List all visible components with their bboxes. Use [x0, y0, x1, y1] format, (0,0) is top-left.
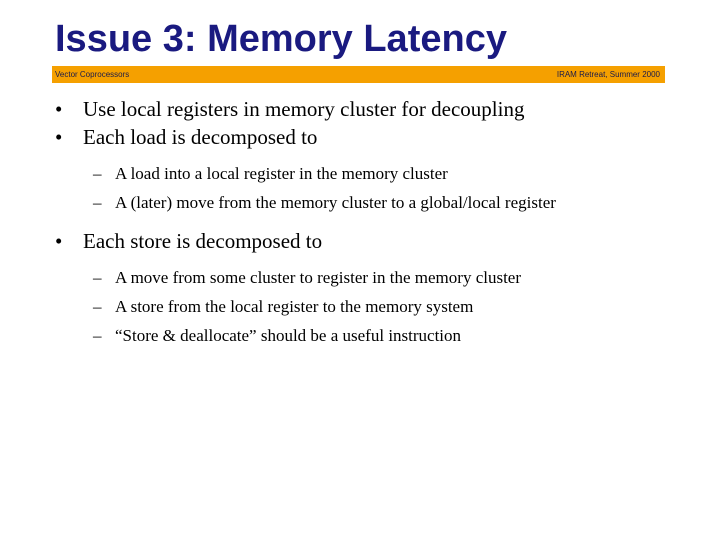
dash-icon: –: [93, 164, 102, 183]
sub-bullet-item: [55, 292, 695, 321]
header-bar-right-text: IRAM Retreat, Summer 2000: [556, 70, 660, 79]
sub-bullet-text: “Store & deallocate” should be a useful instruction: [115, 326, 462, 345]
bullet-text: Each load is decomposed to: [83, 125, 318, 149]
bullet-text: Each store is decomposed to: [83, 229, 323, 253]
slide-title: Issue 3: Memory Latency: [55, 18, 507, 60]
dash-icon: –: [93, 326, 102, 345]
bullet-icon: •: [55, 229, 63, 253]
sub-bullet-text: A move from some cluster to register in the memory cluster: [115, 268, 522, 287]
sub-bullet-item: [55, 263, 695, 292]
sub-bullet-text: A load into a local register in the memory cluster: [115, 164, 448, 183]
bullet-item: [55, 123, 695, 151]
header-bar: [52, 66, 665, 83]
sub-bullet-text: A store from the local register to the memory system: [115, 297, 474, 316]
dash-icon: –: [93, 268, 102, 287]
bullet-item: [55, 227, 695, 255]
bullet-icon: •: [55, 125, 63, 149]
sub-bullet-item: [55, 159, 695, 188]
sub-bullet-text: A (later) move from the memory cluster to a global/local register: [115, 193, 556, 212]
dash-icon: –: [93, 297, 102, 316]
bullet-text: Use local registers in memory cluster for decoupling: [83, 97, 525, 121]
sub-list: [55, 159, 695, 217]
bullet-item: [55, 95, 695, 123]
sub-bullet-item: [55, 188, 695, 217]
header-bar-left-text: Vector Coprocessors: [55, 70, 130, 79]
slide-content: [55, 95, 695, 360]
sub-bullet-item: [55, 321, 695, 350]
sub-list: [55, 263, 695, 350]
dash-icon: –: [93, 193, 102, 212]
bullet-icon: •: [55, 97, 63, 121]
